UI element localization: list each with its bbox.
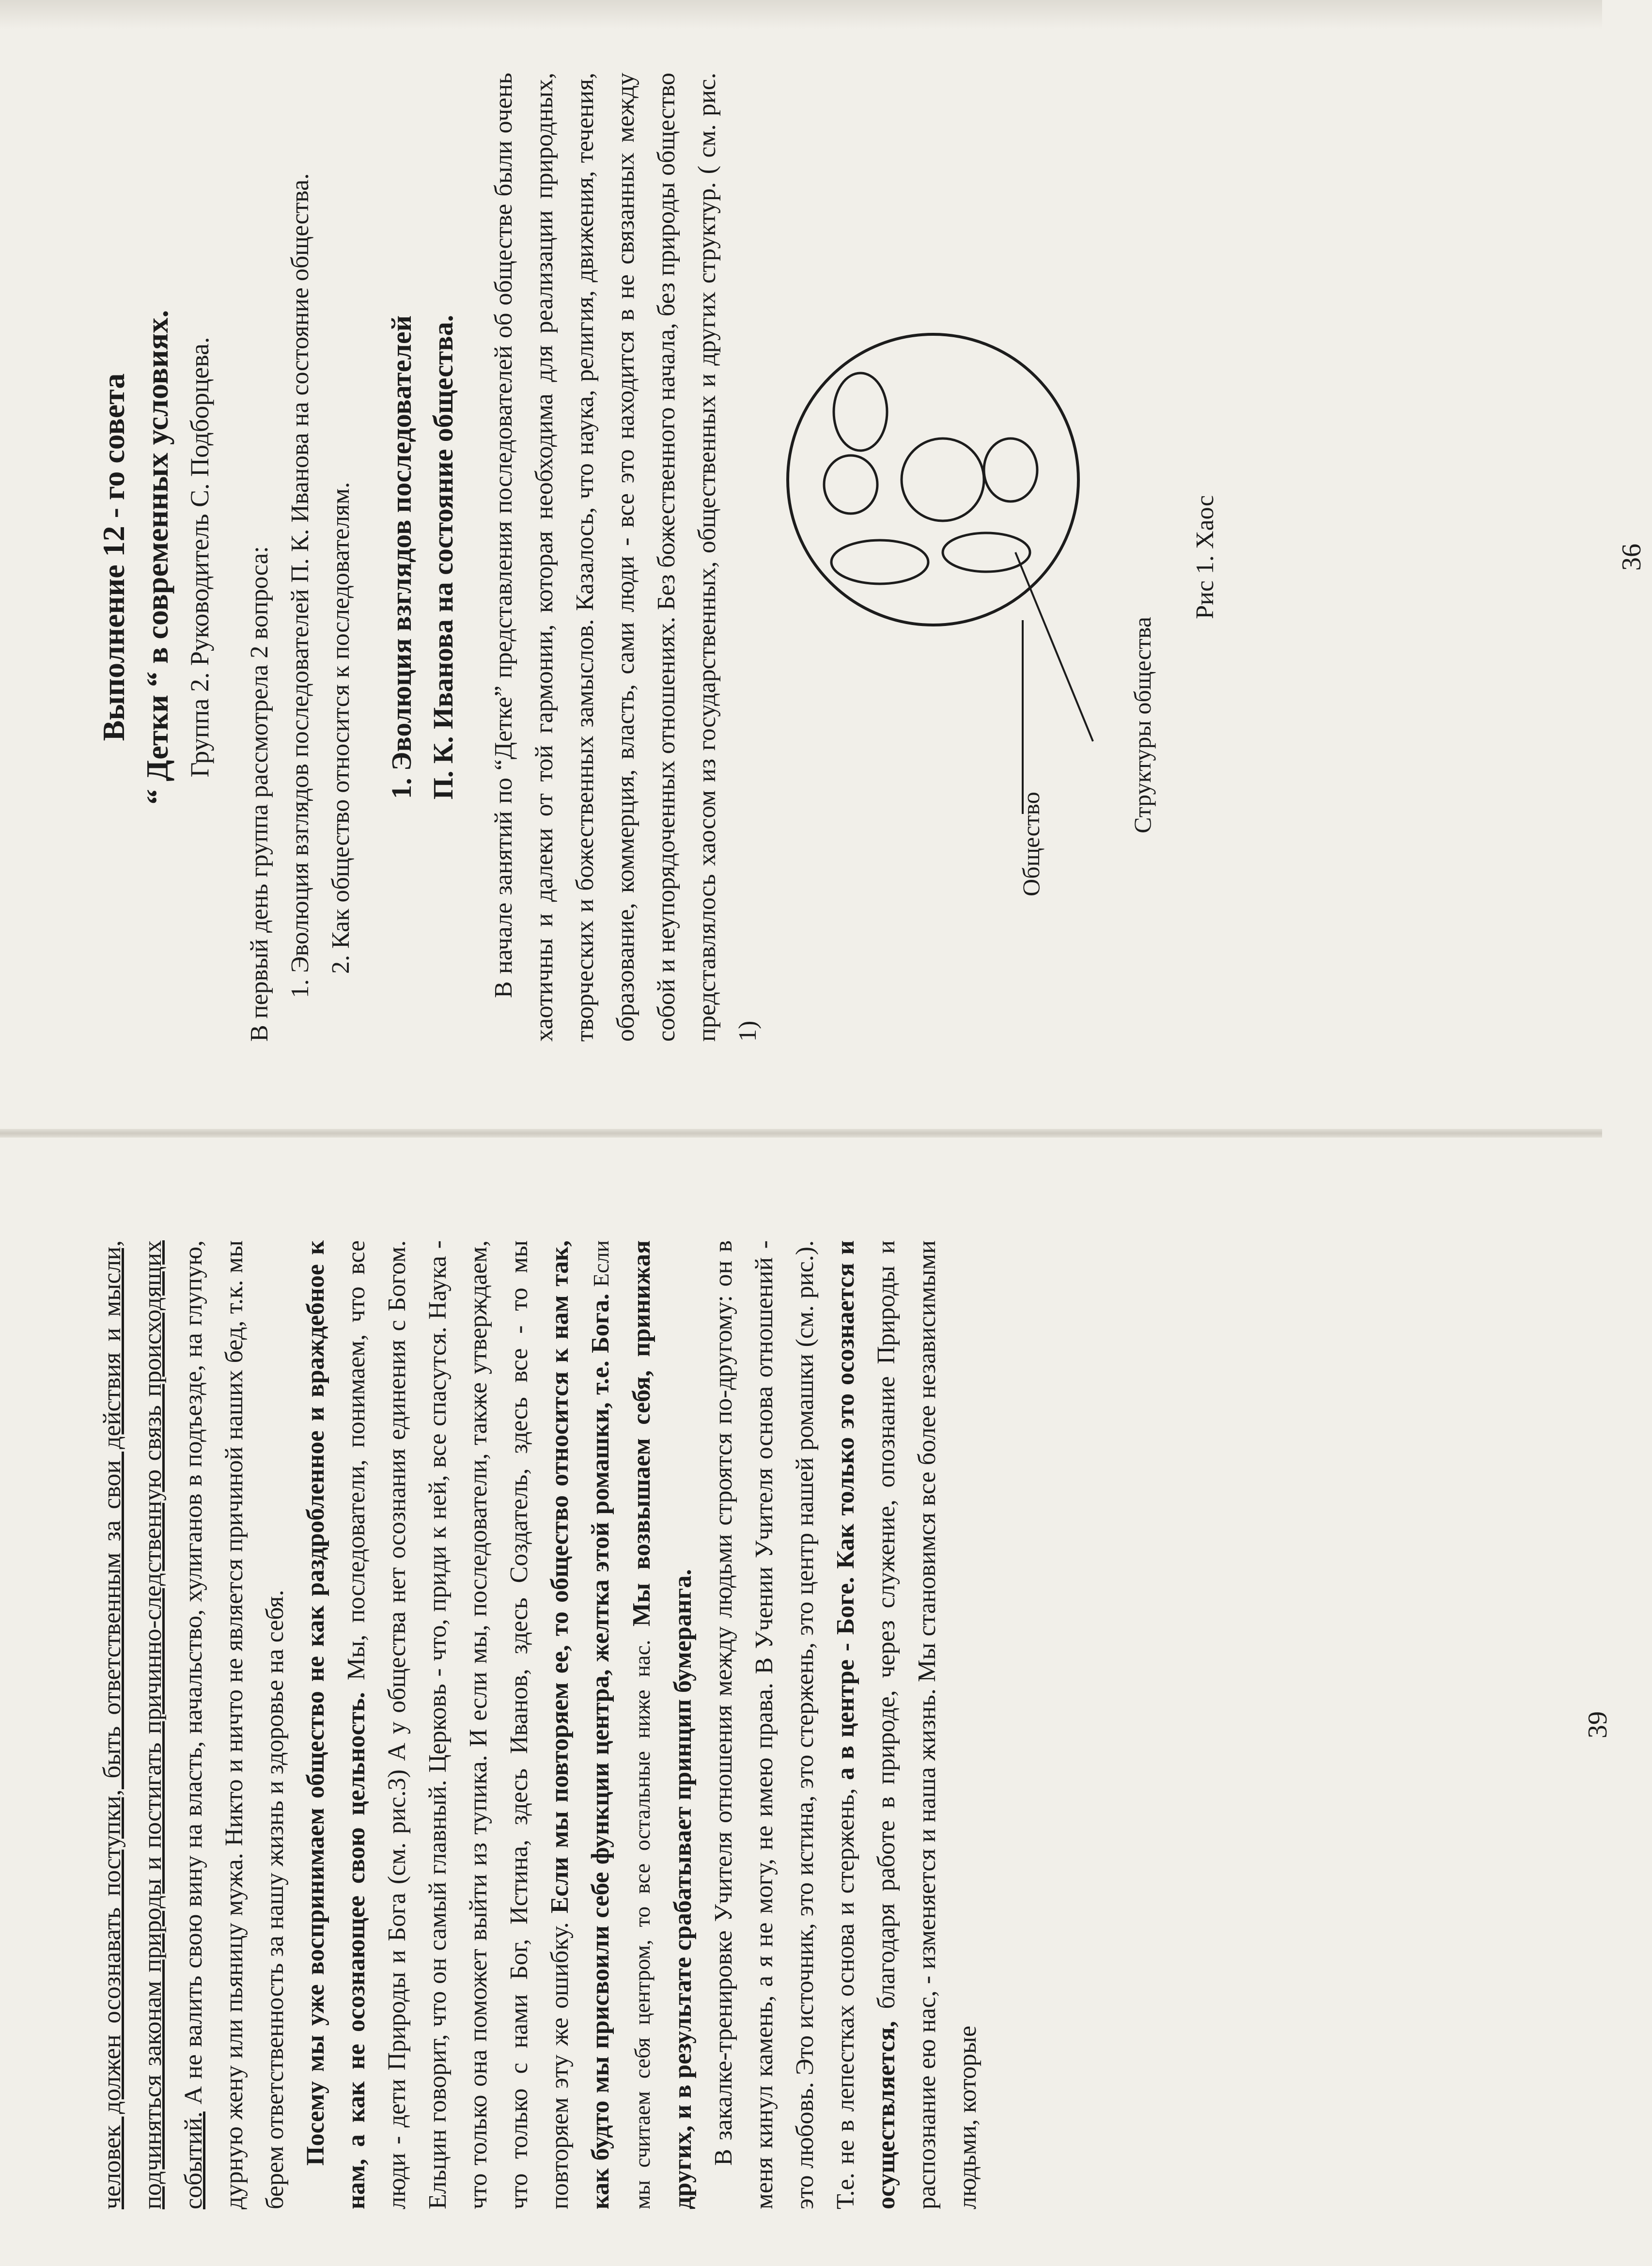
figure-caption: Рис 1. Хаос xyxy=(1191,495,1219,619)
label-structures: Структуры общества xyxy=(1129,617,1156,833)
page-subtitle: “ Детки “ в современных условиях. xyxy=(140,310,174,805)
group-line: Группа 2. Руководитель С. Подборцева. xyxy=(185,337,214,778)
question-1: 1. Эволюция взглядов последователей П. К. Иванова на состояние общества. xyxy=(286,173,314,998)
paragraph-1-rest: А не валить свою вину на власть, начальство, хулиганов в подъезде, на глупую, дурную жену или пьяницу мужа. Никто и ничто не является причиной наших бед, т.к. мы берем ответственность за нашу жизнь и здоровье на себя. xyxy=(180,1240,289,2209)
intro-text: В первый день группа рассмотрела 2 вопроса: xyxy=(246,546,273,1042)
section-title-line-1: 1. Эволюция взглядов последователей xyxy=(386,315,417,799)
page-fold xyxy=(0,1129,1602,1138)
structure-circle-4 xyxy=(902,438,984,521)
paragraph-3-bold: а в центре - Боге. Как только это осознается и осуществляется, xyxy=(832,1240,900,2209)
paragraph-1-underlined: человек должен осознавать поступки, быть ответственным за свои действия и мысли, подчиняться законам природы и постигать причинно-следственную связь происходящих событий. xyxy=(98,1240,207,2209)
page-title: Выполнение 12 - го совета xyxy=(96,373,131,741)
section-title xyxy=(381,73,464,1042)
paragraph-3-end: благодаря работе в природе, через служение, опознание Природы и распознание ею нас, - изменяется и наша жизнь. Мы становимся все более независимыми людьми, которые xyxy=(873,1240,982,2209)
structure-ellipse-1 xyxy=(831,540,928,584)
section-title-line-2: П. К. Иванова на состояние общества. xyxy=(427,314,459,800)
paragraph-2-text: Мы, последователи, понимаем, что все люди - дети Природы и Бога (см. рис.3) А у общества нет осознания единения с Богом. Ельцин говорит, что он самый главный. Церковь - что, приди к ней, все спасутся. Наука - что только она поможет выйти из тупика. И если мы, последователи, также утверждаем, что только с нами Бог, Истина, здесь Иванов, здесь Создатель, здесь все - то мы повторяем эту же ошибку. xyxy=(343,1240,574,2209)
chaos-diagram xyxy=(783,73,1229,1042)
structures-pointer-line xyxy=(1015,552,1093,741)
page-number: 39 xyxy=(1583,1711,1613,1738)
figure-chaos xyxy=(783,73,1229,1042)
paragraph-3 xyxy=(703,1240,988,2209)
structure-ellipse-2 xyxy=(824,455,877,514)
structure-ellipse-5 xyxy=(984,438,1037,501)
structure-ellipse-3 xyxy=(834,373,887,451)
main-paragraph: В начале занятий по “Детке” представления последователей об обществе были очень хаотичны и далеки от той гармонии, которая необходима для реализации природных, творческих и божественных замыслов. Казалось, что наука, религия, движения, течения, образование, коммерция, власть, сами люди - все это находится в не связанных между собой и неупорядоченных отношениях. Без божественного начала, без природы общество представлялось хаосом из государственных, общественных и других структур. ( см. рис. 1) xyxy=(490,73,762,1042)
paragraph-2-small: Если мы считаем себя центром, то все остальные ниже нас. xyxy=(589,1240,655,2209)
paragraph-2-bold-final: Мы возвышаем себя, принижая других, и в результате срабатывает принцип бумеранга. xyxy=(628,1240,697,2209)
paragraph-3-text: В закалке-тренировке Учителя отношения между людьми строятся по-другому: он в меня кинул камень, а я не могу, не имею права. В Учении Учителя основа отношений - это любовь. Это источник, это истина, это стержень, это центр нашей ромашки (см. рис.). Т.е. не в лепестках основа и стержень, xyxy=(710,1240,859,2209)
page-39 xyxy=(92,1240,1613,2209)
page-36 xyxy=(92,73,1647,1042)
page-number: 36 xyxy=(1617,544,1647,571)
label-society: Общество xyxy=(1017,792,1044,896)
scan-edge-shadow xyxy=(0,0,1602,29)
question-2: 2. Как общество относится к последователям. xyxy=(327,482,355,974)
paragraph-1 xyxy=(92,1240,296,2209)
paragraph-2-bold-start: Посему мы уже воспринимаем общество не как раздробленное и враждебное к нам, а как не осознающее свою цельность. xyxy=(302,1240,370,2209)
paragraph-2-bold-end: Если мы повторяем ее, то общество относится к нам так, как будто мы присвоили себе функции центра, желтка этой ромашки, т.е. Бога. xyxy=(546,1240,614,2209)
paragraph-2 xyxy=(296,1240,703,2209)
structure-ellipse-6 xyxy=(943,533,1030,572)
